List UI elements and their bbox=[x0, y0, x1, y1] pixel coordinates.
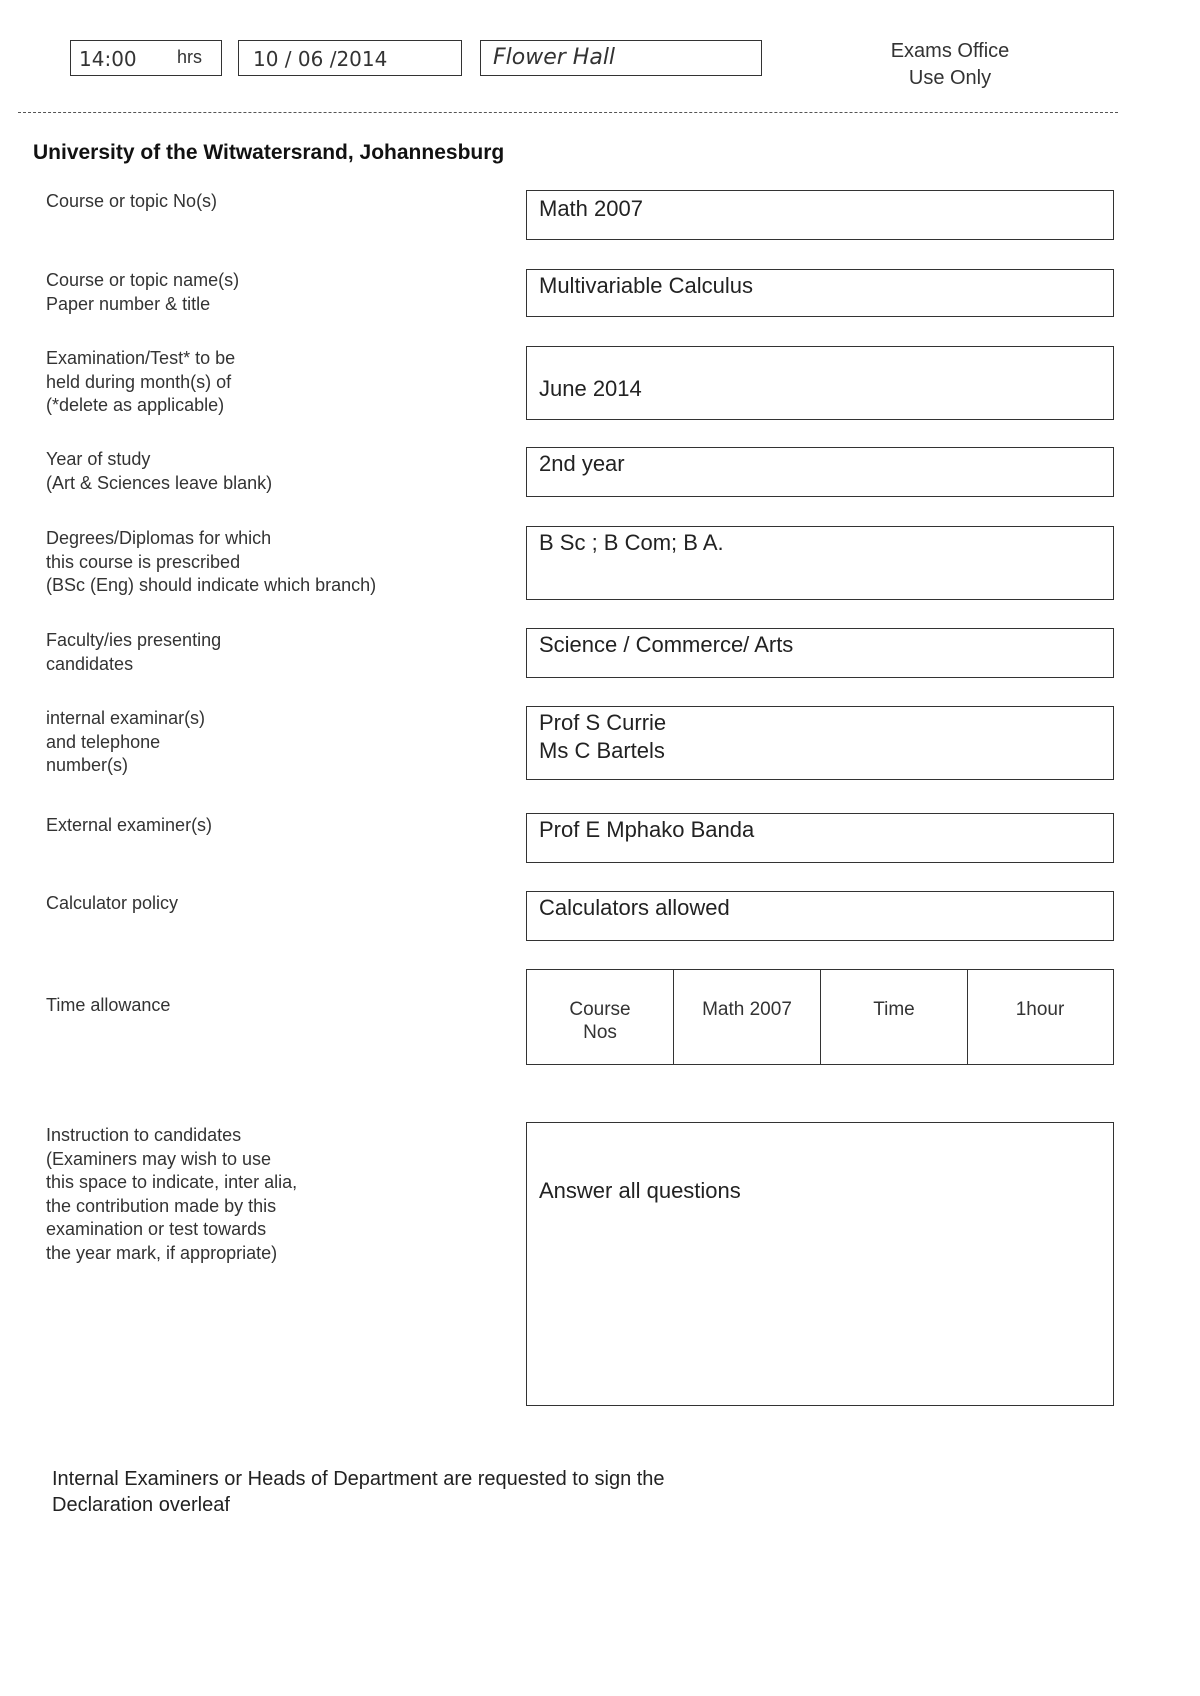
exam-month-label: Examination/Test* to be held during month(s) of (*delete as applicable) bbox=[46, 348, 236, 415]
venue-value: Flower Hall bbox=[493, 45, 616, 70]
course-name-label: Course or topic name(s) Paper number & title bbox=[46, 270, 240, 314]
faculty-field bbox=[526, 628, 1114, 678]
course-name-value: Multivariable Calculus bbox=[539, 273, 753, 298]
internal-examiners-field bbox=[526, 706, 1114, 780]
time-allowance-table bbox=[526, 969, 1114, 1065]
time-cell-time-label: Time bbox=[821, 970, 968, 1064]
year-of-study-value: 2nd year bbox=[539, 451, 625, 476]
time-allowance-label: Time allowance bbox=[46, 995, 171, 1015]
faculty-value: Science / Commerce/ Arts bbox=[539, 632, 794, 657]
calculator-field bbox=[526, 891, 1114, 941]
internal-examiners-label: internal examinar(s) and telephone number(s) bbox=[46, 708, 206, 775]
time-cell-course-nos: Course Nos bbox=[527, 970, 674, 1064]
calculator-label: Calculator policy bbox=[46, 893, 179, 913]
external-examiners-label: External examiner(s) bbox=[46, 815, 213, 835]
time-cell-duration: 1hour bbox=[1015, 999, 1065, 1020]
degrees-label: Degrees/Diplomas for which this course is prescribed (BSc (Eng) should indicate which branch) bbox=[46, 528, 377, 595]
exam-month-field bbox=[526, 346, 1114, 420]
course-no-label: Course or topic No(s) bbox=[46, 191, 218, 211]
time-value: 14:00 bbox=[79, 47, 137, 71]
date-value: 10 / 06 /2014 bbox=[253, 47, 388, 71]
degrees-value: B Sc ; B Com; B A. bbox=[539, 530, 724, 555]
course-name-field bbox=[526, 269, 1114, 317]
degrees-field bbox=[526, 526, 1114, 600]
instructions-value: Answer all questions bbox=[539, 1178, 741, 1203]
external-examiners-field bbox=[526, 813, 1114, 863]
time-cell-course-code: Math 2007 bbox=[674, 970, 821, 1064]
instructions-field bbox=[526, 1122, 1114, 1406]
faculty-label: Faculty/ies presenting candidates bbox=[46, 630, 222, 674]
date-box bbox=[238, 40, 462, 76]
course-no-value: Math 2007 bbox=[539, 196, 643, 221]
course-no-field bbox=[526, 190, 1114, 240]
year-of-study-label: Year of study (Art & Sciences leave blank) bbox=[46, 449, 273, 493]
year-of-study-field bbox=[526, 447, 1114, 497]
university-title: University of the Witwatersrand, Johannesburg bbox=[33, 141, 505, 164]
instructions-label: Instruction to candidates (Examiners may wish to use this space to indicate, inter alia, the contribution made by this examination or test towards the year mark, if appropriate) bbox=[46, 1125, 298, 1263]
office-use-label: Exams Office Use Only bbox=[890, 40, 1010, 89]
internal-examiners-value: Prof S Currie Ms C Bartels bbox=[539, 710, 667, 763]
header-divider bbox=[18, 112, 1118, 113]
venue-box bbox=[480, 40, 762, 76]
time-box bbox=[70, 40, 222, 76]
external-examiners-value: Prof E Mphako Banda bbox=[539, 817, 755, 842]
calculator-value: Calculators allowed bbox=[539, 895, 730, 920]
exam-month-value: June 2014 bbox=[539, 376, 642, 401]
declaration-note: Internal Examiners or Heads of Department are requested to sign the Declaration overleaf bbox=[52, 1468, 665, 1516]
time-unit: hrs bbox=[177, 47, 203, 67]
